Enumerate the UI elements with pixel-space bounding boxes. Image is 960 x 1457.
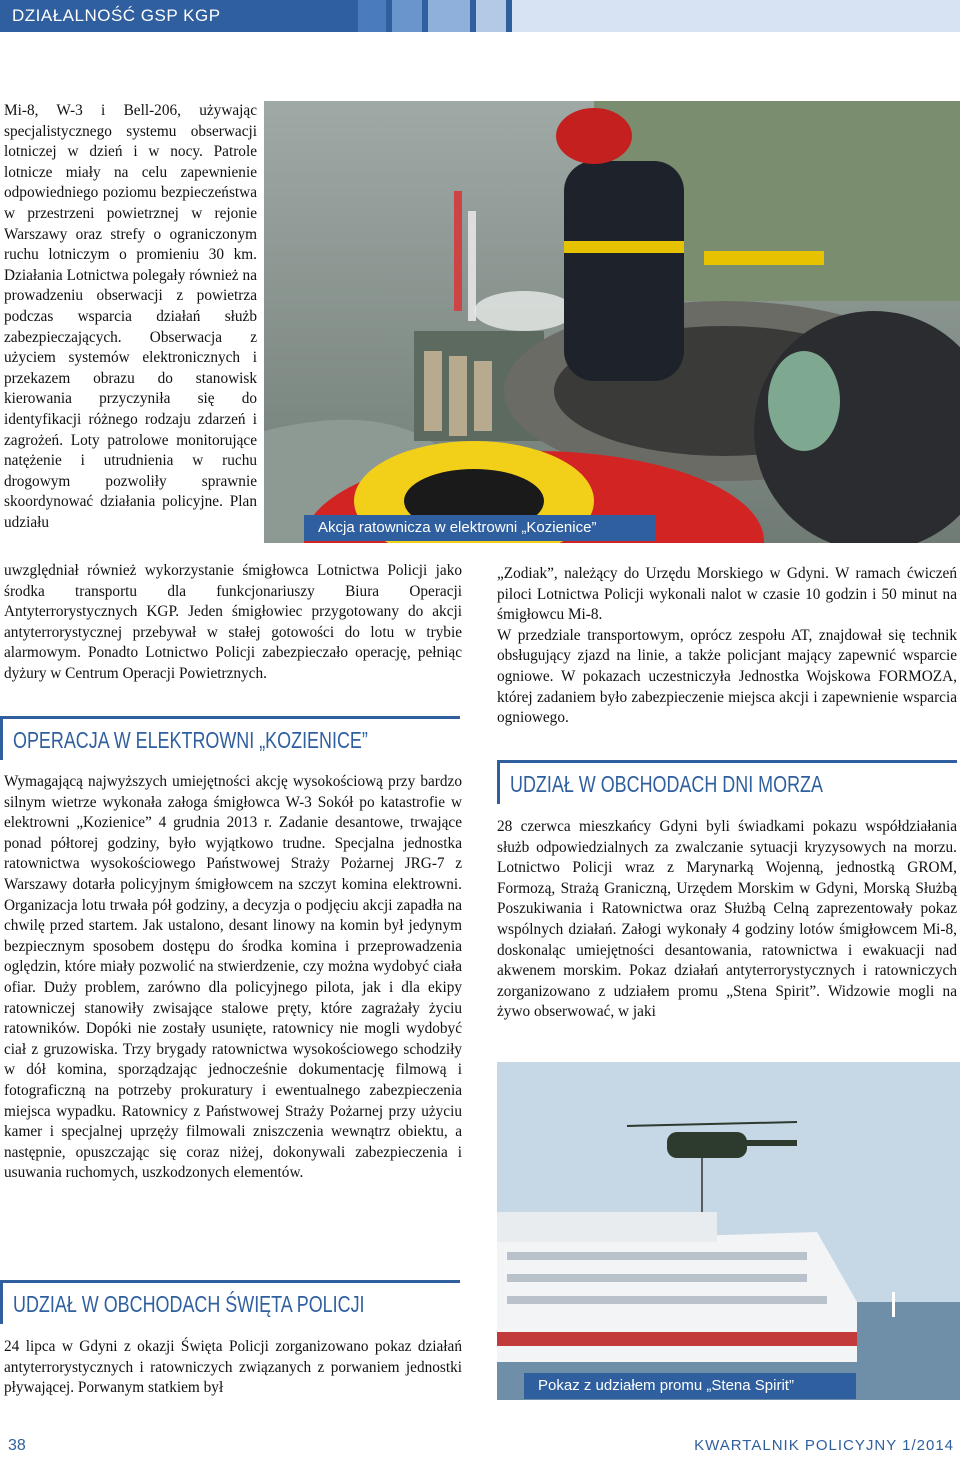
header-decor-square bbox=[358, 0, 386, 32]
sea-days-paragraph: 28 czerwca mieszkańcy Gdyni byli świadkami pokazu współdziałania służb odpowiedzialnych za zwalczanie sytuacji kryzysowych na morzu. Lotnictwo Policji wraz z Marynarką Wojenną, jednostką GROM, Formozą, Strażą Graniczną, Urzędem Morskim w Gdyni, Morską Służbą Poszukiwania i Ratownictwa oraz Służbą Celną zaprezentowały pokaz wspólnych działań. Załogi wykonały 4 godziny lotów śmigłowcem Mi-8, doskonaląc umiejętności desantowania, ratownictwa i ewakuacji nad akwenem morskim. Pokaz działań antyterrorystycznych i ratowniczych zorganizowano z udziałem promu „Stena Spirit”. Widzowie mogli na żywo obserwować, w jaki bbox=[497, 818, 957, 1021]
right-paragraph-2: W przedziale transportowym, oprócz zespołu AT, znajdował się technik obsługujący zjazd na linie, a także policjant mający zapewnić wsparcie ogniowe. W pokazach uczestniczyła Jednostka Wojskowa FORMOZA, której zadaniem było zabezpieczenie miejsca akcji i zapewnienie wsparcia ogniowego. bbox=[497, 626, 957, 727]
sea-days-text bbox=[497, 817, 957, 1023]
magazine-title: KWARTALNIK POLICYJNY 1/2014 bbox=[694, 1437, 954, 1454]
police-day-text bbox=[4, 1337, 462, 1399]
intro-narrow-text bbox=[4, 101, 257, 533]
page-number: 38 bbox=[8, 1437, 26, 1454]
section-heading-text: UDZIAŁ W OBCHODACH DNI MORZA bbox=[510, 771, 823, 797]
ferry-photo bbox=[497, 1062, 960, 1400]
header-decor-square bbox=[428, 0, 470, 32]
right-paragraph-1: „Zodiak”, należący do Urzędu Morskiego w Gdyni. W ramach ćwiczeń piloci Lotnictwa Policji wykonali nalot w czasie 10 godzin i 50 minut na śmigłowcu Mi-8. bbox=[497, 565, 957, 624]
header-decor-square bbox=[476, 0, 506, 32]
header-decor-square bbox=[392, 0, 422, 32]
rescue-photo bbox=[264, 101, 960, 543]
section-heading-police-day bbox=[0, 1280, 460, 1324]
rescue-photo-illustration bbox=[264, 101, 960, 543]
ferry-photo-illustration bbox=[497, 1062, 960, 1400]
section-heading-sea-days bbox=[497, 760, 957, 804]
intro-paragraph-continued: uwzględniał również wykorzystanie śmigłowca Lotnictwa Policji jako środka transportu dla funkcjonariuszy Biura Operacji Antyterrorystycznych KGP. Jeden śmigłowiec przygotowany do akcji antyterrorystycznej przebywał w stałej gotowości do lotu w trybie alarmowym. Ponadto Lotnictwo Policji zabezpieczało operację, pełniąc dyżury w Centrum Operacji Powietrznych. bbox=[4, 562, 462, 682]
ferry-photo-caption: Pokaz z udziałem promu „Stena Spirit” bbox=[524, 1373, 856, 1399]
rescue-photo-caption: Akcja ratownicza w elektrowni „Kozienice” bbox=[304, 515, 656, 541]
intro-paragraph: Mi-8, W-3 i Bell-206, używając specjalistycznego systemu obserwacji lotniczej w dzień i w nocy. Patrole lotnicze miały na celu zapewnienie odpowiedniego poziomu bezpieczeństwa w przestrzeni powietrznej w rejonie Warszawy oraz strefy o ograniczonym ruchu lotniczym o promieniu 30 km. Działania Lotnictwa polegały również na prowadzeniu obserwacji z powietrza podczas wsparcia działań służb zabezpieczających. Obserwacja z użyciem systemów elektronicznych i przekazem obrazu do stanowisk kierowania przyczyniła się do identyfikacji różnego rodzaju zdarzeń i zagrożeń. Loty patrolowe monitorujące natężenie i utrudnienia w ruchu drogowym pozwoliły sprawnie skoordynować działania policyjne. Plan udziału bbox=[4, 102, 257, 531]
section-heading-text: UDZIAŁ W OBCHODACH ŚWIĘTA POLICJI bbox=[13, 1291, 365, 1317]
header-decor-band bbox=[512, 0, 960, 32]
kozienice-text bbox=[4, 772, 462, 1184]
kozienice-paragraph: Wymagającą najwyższych umiejętności akcję wysokościową przy bardzo silnym wietrze wykonała załoga śmigłowca W-3 Sokół po katastrofie w elektrowni „Kozienice” 4 grudnia 2013 r. Zadanie desantowe, trwające ponad półtorej godziny, było wyjątkowo trudne. Specjalna jednostka ratownictwa wysokościowego Państwowej Straży Pożarnej JRG-7 z Warszawy dotarła policyjnym śmigłowcem na szczyt komina elektrowni. Organizacja lotu trwała pół godziny, a decyzja o podjęciu akcji zapadła na chwilę przed startem. Jak ustalono, desant linowy na komin był jedynym bezpiecznym sposobem dostępu do środka komina i przeprowadzenia oględzin, które miały pozwolić na stwierdzenie, czy można wydobyć ciała ofiar. Duży problem, zarówno dla policyjnego pilota, jak i dla ekipy ratowniczej stanowiły zwisające stalowe pręty, które zagrażały życiu ratowników. Dopóki nie zostały usunięte, ratownicy nie mogli wydobyć ciał z gruzowiska. Trzy brygady ratownictwa wysokościowego schodziły w dół komina, sporządzając jednocześnie dokumentację filmową i fotograficzną na potrzeby prokuratury i ewentualnego zabezpieczenia miejsca wypadku. Ratownicy z Państwowej Straży Pożarnej przy użyciu kamer i specjalnej uprzęży filmowali zniszczenia wewnątrz obiektu, a następnie, opuszczając się coraz niżej, dokonywali zabezpieczenia i usuwania ruchomych, uszkodzonych elementów. bbox=[4, 773, 462, 1182]
section-heading-text: OPERACJA W ELEKTROWNI „KOZIENICE” bbox=[13, 727, 368, 753]
right-column-text bbox=[497, 564, 957, 729]
police-day-paragraph: 24 lipca w Gdyni z okazji Święta Policji zorganizowano pokaz działań antyterrorystycznych i ratowniczych związanych z porwaniem jednostki pływającej. Porwanym statkiem był bbox=[4, 1338, 462, 1397]
section-heading-kozienice bbox=[0, 716, 460, 760]
intro-wide-text bbox=[4, 561, 462, 685]
section-title: DZIAŁALNOŚĆ GSP KGP bbox=[12, 6, 221, 25]
